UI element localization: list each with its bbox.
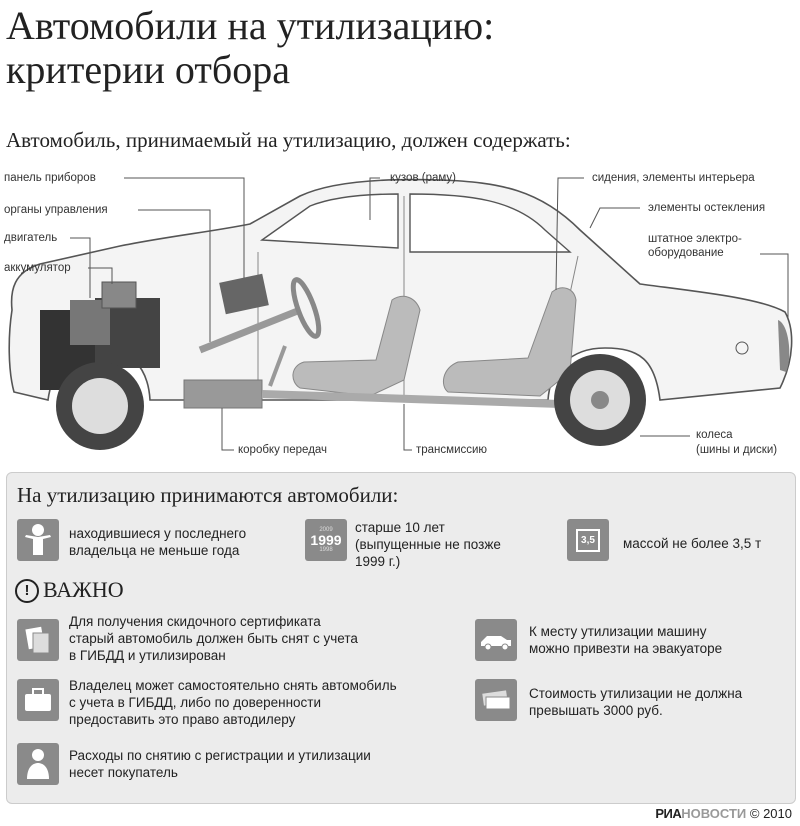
calendar-year-icon bbox=[305, 519, 347, 561]
tow-truck-icon bbox=[475, 619, 517, 661]
label-seats: сидения, элементы интерьера bbox=[592, 172, 755, 184]
exclamation-icon: ! bbox=[15, 579, 39, 603]
front-wheel bbox=[56, 362, 144, 450]
label-glazing: элементы остекления bbox=[648, 202, 766, 214]
label-dashboard: панель приборов bbox=[4, 172, 96, 184]
note-1-line-1: Для получения скидочного сертификата bbox=[69, 614, 321, 629]
label-gearbox: коробку передач bbox=[238, 444, 328, 456]
weight-icon bbox=[567, 519, 609, 561]
criteria-panel bbox=[6, 472, 796, 804]
weight-icon-label: 3,5 bbox=[576, 529, 600, 552]
important-label: ВАЖНО bbox=[43, 577, 124, 602]
label-electrical-2: оборудование bbox=[648, 247, 724, 259]
label-transmission: трансмиссию bbox=[416, 444, 488, 456]
label-controls: органы управления bbox=[4, 204, 108, 216]
label-wheels-1: колеса bbox=[696, 429, 733, 441]
footer-credit bbox=[655, 806, 792, 821]
note-5-line-1: Стоимость утилизации не должна bbox=[529, 686, 743, 701]
note-5-line-2: превышать 3000 руб. bbox=[529, 703, 663, 718]
note-2-line-1: Владелец может самостоятельно снять автомобиль bbox=[69, 678, 397, 693]
note-2-line-2: с учета в ГИБДД, либо по доверенности bbox=[69, 695, 322, 710]
age-criterion-1: старше 10 лет bbox=[355, 520, 445, 535]
title-line-1: Автомобили на утилизацию: bbox=[6, 3, 495, 48]
age-criterion-3: 1999 г.) bbox=[355, 554, 401, 569]
note-1-line-3: в ГИБДД и утилизирован bbox=[69, 648, 226, 663]
age-criterion-2: (выпущенные не позже bbox=[355, 537, 501, 552]
rear-wheel bbox=[554, 354, 646, 446]
year-icon-top: 2009 bbox=[319, 527, 333, 533]
owner-criterion-2: владельца не меньше года bbox=[69, 543, 240, 558]
note-3-line-2: несет покупатель bbox=[69, 765, 178, 780]
person-icon bbox=[17, 519, 59, 561]
page-title bbox=[6, 4, 494, 92]
gearbox bbox=[184, 380, 262, 408]
subtitle: Автомобиль, принимаемый на утилизацию, должен содержать: bbox=[6, 128, 571, 152]
label-body: кузов (раму) bbox=[390, 172, 456, 184]
label-wheels-2: (шины и диски) bbox=[696, 444, 778, 456]
brand-novosti: НОВОСТИ bbox=[681, 806, 747, 821]
year-icon-main: 1999 bbox=[310, 532, 342, 548]
note-2-line-3: предоставить это право автодилеру bbox=[69, 712, 296, 727]
panel-heading: На утилизацию принимаются автомобили: bbox=[17, 483, 399, 507]
year-icon-bottom: 1998 bbox=[319, 547, 333, 553]
title-line-2: критерии отбора bbox=[6, 47, 290, 92]
owner-criterion-1: находившиеся у последнего bbox=[69, 526, 247, 541]
battery bbox=[102, 282, 136, 308]
documents-icon bbox=[17, 619, 59, 661]
person-icon bbox=[17, 743, 59, 785]
note-4-line-2: можно привезти на эвакуаторе bbox=[529, 641, 723, 656]
label-electrical-1: штатное электро- bbox=[648, 233, 742, 245]
label-battery: аккумулятор bbox=[4, 262, 71, 274]
note-3-line-1: Расходы по снятию с регистрации и утилизации bbox=[69, 748, 371, 763]
label-engine: двигатель bbox=[4, 232, 58, 244]
important-heading bbox=[15, 577, 124, 603]
note-1-line-2: старый автомобиль должен быть снят с учета bbox=[69, 631, 358, 646]
money-icon bbox=[475, 679, 517, 721]
briefcase-icon bbox=[17, 679, 59, 721]
copyright: © 2010 bbox=[749, 806, 792, 821]
note-4-line-1: К месту утилизации машину bbox=[529, 624, 707, 639]
brand-ria: РИА bbox=[655, 806, 682, 821]
weight-criterion: массой не более 3,5 т bbox=[623, 536, 762, 551]
